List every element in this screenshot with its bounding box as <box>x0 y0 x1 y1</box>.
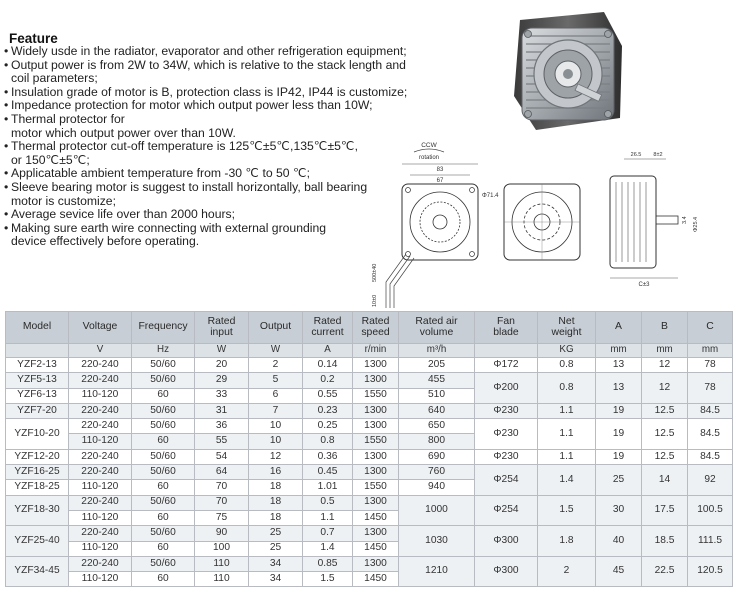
table-cell: 455 <box>399 373 475 388</box>
table-cell: 18 <box>249 495 303 510</box>
table-cell: 510 <box>399 388 475 403</box>
table-cell: 50/60 <box>132 465 195 480</box>
feature-item-text: motor which output power over than 10W. <box>11 125 236 140</box>
table-cell: 0.8 <box>538 373 596 404</box>
table-cell: 1.1 <box>538 449 596 464</box>
table-cell: 1030 <box>399 526 475 557</box>
table-cell: 10 <box>249 419 303 434</box>
table-cell: 60 <box>132 510 195 525</box>
table-cell: 55 <box>195 434 249 449</box>
dim-c-label: C±3 <box>638 282 650 288</box>
table-cell: Φ172 <box>475 358 538 373</box>
table-cell: 1300 <box>353 556 399 571</box>
bullet-icon: • <box>4 166 9 181</box>
column-header: Net weight <box>538 312 596 344</box>
table-cell: 40 <box>596 526 642 557</box>
table-cell: 1300 <box>353 373 399 388</box>
table-cell: 220-240 <box>69 495 132 510</box>
table-cell: YZF18-30 <box>6 495 69 526</box>
column-header: Model <box>6 312 69 344</box>
table-row <box>6 373 733 388</box>
table-cell: 50/60 <box>132 556 195 571</box>
column-unit: mm <box>688 344 733 358</box>
dim-26-5-label: 26.5 <box>630 152 642 158</box>
table-cell: 690 <box>399 449 475 464</box>
table-cell: Φ300 <box>475 556 538 587</box>
column-header: Rated air volume <box>399 312 475 344</box>
bullet-icon: • <box>4 179 9 194</box>
feature-item-text: device effectively before operating. <box>11 234 200 249</box>
table-cell: 0.55 <box>303 388 353 403</box>
table-cell: 50/60 <box>132 373 195 388</box>
column-header: B <box>642 312 688 344</box>
table-cell: 100 <box>195 541 249 556</box>
table-cell: 17.5 <box>642 495 688 526</box>
table-cell: 1450 <box>353 572 399 587</box>
feature-item-text: Thermal protector cut-off temperature is 125℃±5℃,135℃±5℃, <box>11 139 359 154</box>
table-cell: 60 <box>132 572 195 587</box>
dim-phi71-label: Φ71.4 <box>482 193 499 199</box>
table-cell: 0.5 <box>303 495 353 510</box>
feature-item-text: Average sevice life over than 2000 hours; <box>11 207 236 222</box>
table-cell: 220-240 <box>69 465 132 480</box>
bullet-icon: • <box>4 57 9 72</box>
table-row <box>6 556 733 571</box>
table-cell: 1.1 <box>538 403 596 418</box>
table-cell: 1000 <box>399 495 475 526</box>
table-cell: 1.4 <box>538 465 596 496</box>
motor-photo <box>492 6 640 144</box>
table-cell: 78 <box>688 373 733 404</box>
feature-item <box>4 59 444 86</box>
table-row <box>6 403 733 418</box>
table-cell: 1.01 <box>303 480 353 495</box>
column-unit: KG <box>538 344 596 358</box>
table-cell: 90 <box>195 526 249 541</box>
table-cell: 640 <box>399 403 475 418</box>
table-row <box>6 495 733 510</box>
table-cell: YZF34-45 <box>6 556 69 587</box>
table-cell: 5 <box>249 373 303 388</box>
feature-item-text: Thermal protector for <box>11 111 125 126</box>
ccw-label: CCW <box>421 142 437 149</box>
table-cell: 1300 <box>353 526 399 541</box>
table-cell: 18 <box>249 480 303 495</box>
table-row <box>6 449 733 464</box>
table-cell: 110-120 <box>69 388 132 403</box>
table-cell: 7 <box>249 403 303 418</box>
table-cell: 650 <box>399 419 475 434</box>
bullet-icon: • <box>4 207 9 222</box>
column-header: Rated current <box>303 312 353 344</box>
dim-10-label: 10±0 <box>372 294 378 307</box>
table-cell: 220-240 <box>69 358 132 373</box>
table-cell: 110-120 <box>69 510 132 525</box>
table-cell: YZF2-13 <box>6 358 69 373</box>
table-cell: 120.5 <box>688 556 733 587</box>
technical-drawings <box>366 142 714 310</box>
feature-item-text: Output power is from 2W to 34W, which is relative to the stack length and <box>11 57 406 72</box>
table-cell: Φ300 <box>475 526 538 557</box>
column-header: Voltage <box>69 312 132 344</box>
column-unit: W <box>249 344 303 358</box>
table-cell: 50/60 <box>132 419 195 434</box>
feature-item <box>4 113 444 140</box>
table-cell: YZF7-20 <box>6 403 69 418</box>
feature-item-text: Insulation grade of motor is B, protection class is IP42, IP44 is customize; <box>11 84 408 99</box>
table-cell: 1450 <box>353 510 399 525</box>
table-cell: 45 <box>596 556 642 587</box>
table-cell: 12.5 <box>642 403 688 418</box>
table-cell: 6 <box>249 388 303 403</box>
table-cell: 13 <box>596 358 642 373</box>
table-cell: 1450 <box>353 541 399 556</box>
bullet-icon: • <box>4 84 9 99</box>
table-cell: 12.5 <box>642 449 688 464</box>
table-cell: 30 <box>596 495 642 526</box>
table-cell: 84.5 <box>688 449 733 464</box>
table-cell: YZF12-20 <box>6 449 69 464</box>
table-cell: 78 <box>688 358 733 373</box>
table-row <box>6 419 733 434</box>
feature-item-text: or 150℃±5℃; <box>11 152 90 167</box>
table-cell: 220-240 <box>69 556 132 571</box>
table-cell: 0.45 <box>303 465 353 480</box>
column-unit <box>6 344 69 358</box>
table-cell: 1.1 <box>538 419 596 450</box>
column-header: Output <box>249 312 303 344</box>
column-unit: mm <box>642 344 688 358</box>
rotation-label: rotation <box>418 155 440 161</box>
feature-item-text: Widely usde in the radiator, evaporator and other refrigeration equipment; <box>11 44 407 58</box>
table-cell: 1.5 <box>538 495 596 526</box>
table-body <box>6 358 733 587</box>
feature-item-text: coil parameters; <box>11 71 98 86</box>
dim-67-label: 67 <box>436 178 444 184</box>
column-header: Rated input <box>195 312 249 344</box>
header-label-row <box>6 312 733 344</box>
table-cell: 50/60 <box>132 526 195 541</box>
feature-item-text: Sleeve bearing motor is suggest to install horizontally, ball bearing <box>11 179 368 194</box>
table-cell: 110-120 <box>69 572 132 587</box>
table-cell: 110-120 <box>69 480 132 495</box>
feature-title: Feature <box>9 31 58 46</box>
table-cell: 110 <box>195 572 249 587</box>
table-cell: 0.8 <box>303 434 353 449</box>
table-cell: 50/60 <box>132 358 195 373</box>
column-unit: r/min <box>353 344 399 358</box>
table-cell: 0.36 <box>303 449 353 464</box>
dim-8-label: 8±2 <box>653 152 663 158</box>
column-unit: m³/h <box>399 344 475 358</box>
feature-item <box>4 86 444 100</box>
table-cell: 220-240 <box>69 526 132 541</box>
table-cell: 0.14 <box>303 358 353 373</box>
table-cell: 18.5 <box>642 526 688 557</box>
bullet-icon: • <box>4 220 9 235</box>
table-cell: 0.2 <box>303 373 353 388</box>
table-cell: 220-240 <box>69 403 132 418</box>
table-cell: 0.23 <box>303 403 353 418</box>
table-cell: 84.5 <box>688 419 733 450</box>
column-unit: Hz <box>132 344 195 358</box>
table-cell: 12 <box>642 358 688 373</box>
table-cell: 14 <box>642 465 688 496</box>
table-cell: 50/60 <box>132 449 195 464</box>
header-unit-row <box>6 344 733 358</box>
table-cell: 2 <box>538 556 596 587</box>
table-cell: 110 <box>195 556 249 571</box>
table-cell: 25 <box>249 541 303 556</box>
table-cell: 60 <box>132 434 195 449</box>
table-cell: 1300 <box>353 403 399 418</box>
column-header: C <box>688 312 733 344</box>
table-cell: 20 <box>195 358 249 373</box>
table-cell: 19 <box>596 449 642 464</box>
table-cell: 12 <box>642 373 688 404</box>
table-cell: 205 <box>399 358 475 373</box>
table-cell: 1300 <box>353 465 399 480</box>
feature-item <box>4 99 444 113</box>
table-cell: 220-240 <box>69 449 132 464</box>
bullet-icon: • <box>4 111 9 126</box>
column-unit: A <box>303 344 353 358</box>
table-cell: 70 <box>195 480 249 495</box>
table-cell: 1300 <box>353 419 399 434</box>
table-cell: 1300 <box>353 495 399 510</box>
table-cell: 1300 <box>353 358 399 373</box>
table-cell: 12.5 <box>642 419 688 450</box>
table-cell: 29 <box>195 373 249 388</box>
table-row <box>6 358 733 373</box>
table-cell: 110-120 <box>69 434 132 449</box>
table-cell: 100.5 <box>688 495 733 526</box>
table-cell: YZF5-13 <box>6 373 69 388</box>
table-cell: 84.5 <box>688 403 733 418</box>
table-cell: 110-120 <box>69 541 132 556</box>
table-cell: 75 <box>195 510 249 525</box>
table-cell: 60 <box>132 388 195 403</box>
dim-3-4-label: 3.4 <box>682 216 688 224</box>
table-cell: 34 <box>249 556 303 571</box>
column-header: A <box>596 312 642 344</box>
table-cell: 1550 <box>353 480 399 495</box>
feature-item-text: motor is customize; <box>11 193 116 208</box>
column-unit <box>475 344 538 358</box>
table-cell: 0.25 <box>303 419 353 434</box>
bullet-icon: • <box>4 44 9 58</box>
table-cell: 0.7 <box>303 526 353 541</box>
table-cell: 1210 <box>399 556 475 587</box>
table-cell: 111.5 <box>688 526 733 557</box>
table-row <box>6 465 733 480</box>
table-cell: 760 <box>399 465 475 480</box>
table-cell: 19 <box>596 419 642 450</box>
feature-item-text: Applicatable ambient temperature from -30 ℃ to 50 ℃; <box>11 166 311 181</box>
table-cell: 220-240 <box>69 419 132 434</box>
table-cell: 800 <box>399 434 475 449</box>
table-cell: 50/60 <box>132 495 195 510</box>
feature-item-text: Impedance protection for motor which output power less than 10W; <box>11 98 373 113</box>
table-cell: 33 <box>195 388 249 403</box>
column-unit: W <box>195 344 249 358</box>
table-cell: 1.5 <box>303 572 353 587</box>
bullet-icon: • <box>4 98 9 113</box>
table-cell: 19 <box>596 403 642 418</box>
table-cell: 940 <box>399 480 475 495</box>
table-cell: Φ230 <box>475 419 538 450</box>
table-cell: 36 <box>195 419 249 434</box>
column-header: Fan blade <box>475 312 538 344</box>
feature-item-text: Making sure earth wire connecting with external grounding <box>11 220 327 235</box>
column-header: Rated speed <box>353 312 399 344</box>
table-cell: 16 <box>249 465 303 480</box>
table-cell: 1550 <box>353 434 399 449</box>
table-cell: 25 <box>249 526 303 541</box>
dim-phi25-label: Φ25.4 <box>693 216 699 232</box>
table-cell: 220-240 <box>69 373 132 388</box>
table-cell: 12 <box>249 449 303 464</box>
table-cell: YZF10-20 <box>6 419 69 450</box>
spec-table <box>5 311 733 587</box>
table-cell: 1.4 <box>303 541 353 556</box>
table-cell: Φ200 <box>475 373 538 404</box>
table-cell: YZF16-25 <box>6 465 69 480</box>
table-cell: Φ230 <box>475 403 538 418</box>
table-cell: YZF6-13 <box>6 388 69 403</box>
table-cell: 1.1 <box>303 510 353 525</box>
column-header: Frequency <box>132 312 195 344</box>
column-unit: V <box>69 344 132 358</box>
feature-item <box>4 45 444 59</box>
table-cell: 70 <box>195 495 249 510</box>
table-cell: 60 <box>132 541 195 556</box>
table-cell: 0.85 <box>303 556 353 571</box>
table-cell: 1550 <box>353 388 399 403</box>
table-cell: 64 <box>195 465 249 480</box>
table-cell: 1.8 <box>538 526 596 557</box>
table-cell: 31 <box>195 403 249 418</box>
table-cell: YZF25-40 <box>6 526 69 557</box>
table-cell: 2 <box>249 358 303 373</box>
table-cell: 22.5 <box>642 556 688 587</box>
table-cell: YZF18-25 <box>6 480 69 495</box>
column-unit: mm <box>596 344 642 358</box>
table-cell: 25 <box>596 465 642 496</box>
table-cell: 0.8 <box>538 358 596 373</box>
dim-500-label: 500±40 <box>372 263 378 282</box>
table-cell: 10 <box>249 434 303 449</box>
table-cell: 34 <box>249 572 303 587</box>
table-cell: Φ254 <box>475 495 538 526</box>
table-cell: Φ230 <box>475 449 538 464</box>
table-cell: 60 <box>132 480 195 495</box>
table-row <box>6 526 733 541</box>
table-cell: 18 <box>249 510 303 525</box>
table-cell: 92 <box>688 465 733 496</box>
table-cell: 50/60 <box>132 403 195 418</box>
table-cell: Φ254 <box>475 465 538 496</box>
table-cell: 54 <box>195 449 249 464</box>
bullet-icon: • <box>4 139 9 154</box>
table-cell: 1300 <box>353 449 399 464</box>
dim-83-label: 83 <box>436 167 444 173</box>
table-cell: 13 <box>596 373 642 404</box>
